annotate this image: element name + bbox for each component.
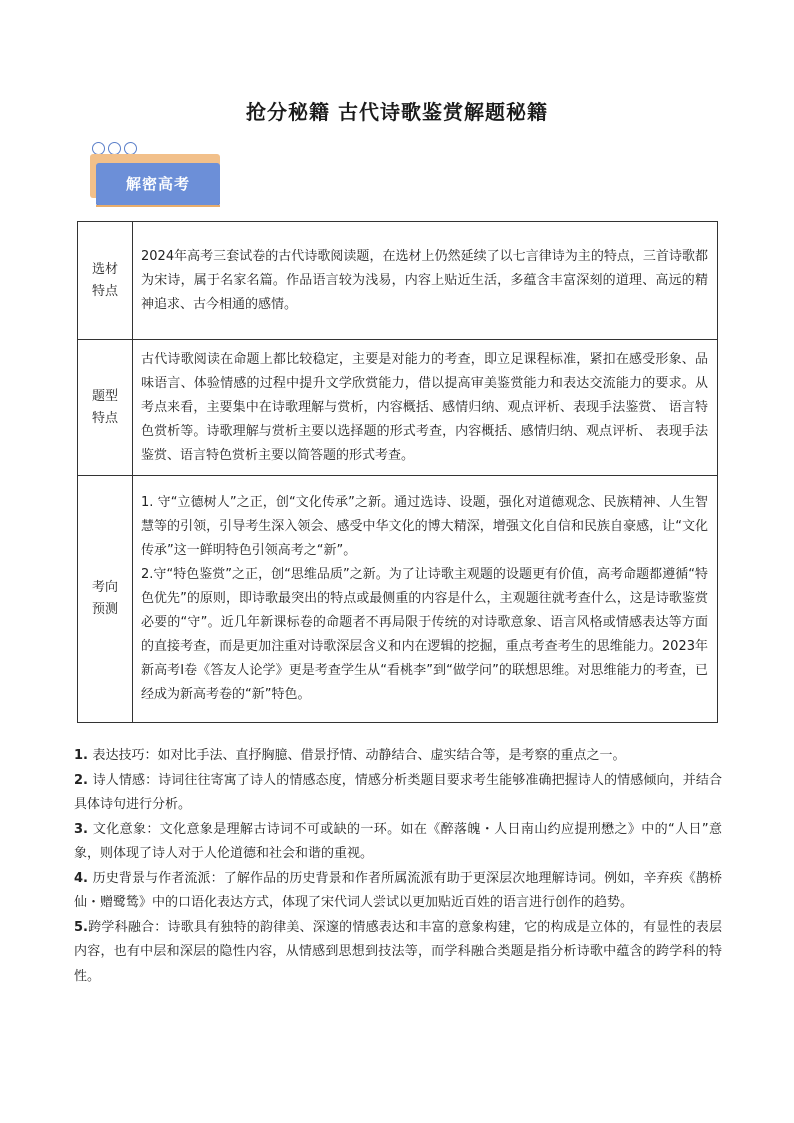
table-row (78, 222, 718, 340)
list-item (74, 769, 722, 818)
item-text: 历史背景与作者流派：了解作品的历史背景和作者所属流派有助于更深层次地理解诗词。例如，辛弃疾《鹊桥仙・赠鹭鸶》中的口语化表达方式，体现了宋代词人尝试以更加贴近百姓的语言进行创作的趋势。 (74, 870, 722, 910)
row-label-line: 选材 (91, 261, 118, 277)
list-item (74, 818, 722, 867)
row-paragraph: 1. 守“立德树人”之正，创“文化传承”之新。通过选诗、设题，强化对道德观念、民族精神、人生智慧等的引领，引导考生深入领会、感受中华文化的博大精深，增强文化自信和民族自豪感，让“文化传承”这一鲜明特色引领高考之“新”。 (141, 495, 708, 558)
list-item (74, 867, 722, 916)
row-text (133, 476, 718, 723)
notes-list (74, 744, 722, 989)
row-text (133, 340, 718, 476)
row-text (133, 222, 718, 340)
row-label-line: 特点 (91, 410, 118, 426)
row-label (78, 340, 133, 476)
item-number: 3. (74, 821, 93, 837)
row-label-line: 考向 (91, 580, 118, 595)
table-row (78, 476, 718, 723)
item-number: 1. (74, 748, 93, 763)
row-label-line: 特点 (91, 283, 118, 299)
item-text: 跨学科融合：诗歌具有独特的韵律美、深邃的情感表达和丰富的意象构建，它的构成是立体的，有显性的表层内容，也有中层和深层的隐性内容，从情感到思想到技法等，而学科融合类题是指分析诗歌中蕴含的跨学科的特性。 (74, 919, 722, 984)
list-item (74, 916, 722, 990)
item-number: 4. (74, 870, 93, 886)
item-text: 表达技巧：如对比手法、直抒胸臆、借景抒情、动静结合、虚实结合等，是考察的重点之一。 (92, 748, 626, 763)
item-text: 诗人情感：诗词往往寄寓了诗人的情感态度，情感分析类题目要求考生能够准确把握诗人的情感倾向，并结合具体诗句进行分析。 (74, 772, 722, 812)
section-badge (82, 142, 227, 210)
list-item (74, 744, 722, 769)
item-number: 2. (74, 772, 93, 788)
table-row (78, 340, 718, 476)
row-label (78, 222, 133, 340)
item-number: 5. (74, 919, 88, 935)
row-paragraph: 2024年高考三套试卷的古代诗歌阅读题，在选材上仍然延续了以七言律诗为主的特点，三首诗歌都为宋诗，属于名家名篇。作品语言较为浅易，内容上贴近生活，多蕴含丰富深刻的道理、高远的精神追求、古今相通的感情。 (141, 248, 708, 312)
row-label (78, 476, 133, 723)
row-paragraph: 2.守“特色鉴赏”之正，创“思维品质”之新。为了让诗歌主观题的设题更有价值，高考命题都遵循“特色优先”的原则，即诗歌最突出的特点或最侧重的内容是什么，主观题往就考查什么，这是诗歌鉴赏必要的“守”。近几年新课标卷的命题者不再局限于传统的对诗歌意象、语言风格或情感表达等方面的直接考查，而是更加注重对诗歌深层含义和内在逻辑的挖掘，重点考查考生的思维能力。2023年新高考Ⅰ卷《答友人论学》更是考查学生从“看桃李”到“做学问”的联想思维。对思维能力的考查，已经成为新高考卷的“新”特色。 (141, 567, 708, 702)
exam-analysis-table (77, 221, 718, 723)
row-paragraph: 古代诗歌阅读在命题上都比较稳定，主要是对能力的考查，即立足课程标准，紧扣在感受形象、品味语言、体验情感的过程中提升文学欣赏能力，借以提高审美鉴赏能力和表达交流能力的要求。从考点来看，主要集中在诗歌理解与赏析，内容概括、感情归纳、观点评析、表现手法鉴赏、 语言特色赏析等。诗歌理解与赏析主要以选择题的形式考查，内容概括、感情归纳、观点评析、 表现手法鉴赏、语言特色赏析主要以简答题的形式考查。 (141, 351, 708, 463)
row-label-line: 题型 (91, 388, 118, 404)
badge-label: 解密高考 (96, 163, 220, 205)
page-title: 抢分秘籍 古代诗歌鉴赏解题秘籍 (246, 100, 548, 124)
item-text: 文化意象：文化意象是理解古诗词不可或缺的一环。如在《醉落魄・人日南山约应提刑懋之》中的“人日”意象，则体现了诗人对于人伦道德和社会和谐的重视。 (74, 821, 722, 861)
row-label-line: 预测 (91, 602, 118, 617)
badge-underline (96, 205, 220, 207)
